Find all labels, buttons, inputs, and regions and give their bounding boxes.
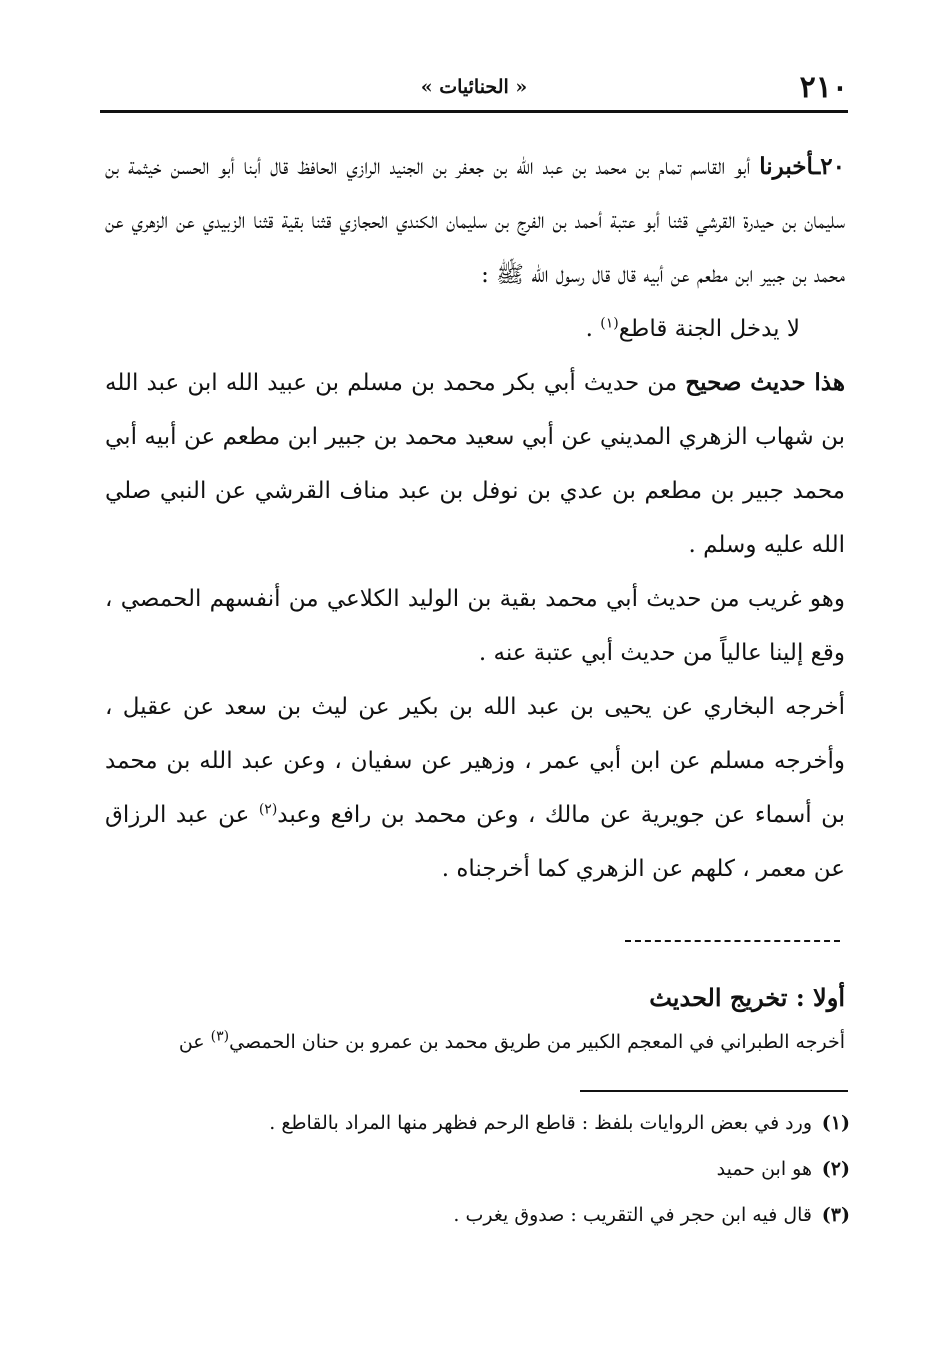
hadith-isnad: أبو القاسم تمام بن محمد بن عبد الله بن جعفر بن الجنيد الرازي الحافظ قال أبنا أبو الحسن خيثمة بن سليمان بن حيدرة القرشي قثنا أبو عتبة أحمد بن الفرج بن سليمان الكندي الحجازي قثنا بقية قثنا الزبيدي عن الزهري عن محمد بن جبير ابن مطعم عن أبيه قال قال رسول الله ﷺ : — [105, 154, 845, 288]
hadith-matn — [105, 302, 845, 356]
section-divider — [625, 940, 840, 942]
matn-end: . — [585, 316, 601, 342]
takhrij-text-b: عن — [178, 1031, 211, 1053]
commentary-paragraph-3 — [105, 680, 845, 896]
footnote-number: (٣) — [821, 1204, 850, 1226]
footnote-rule — [580, 1090, 848, 1092]
takhrij-heading: أولا : تخريج الحديث — [649, 983, 845, 1012]
footnote-text: قال فيه ابن حجر في التقريب : صدوق يغرب . — [453, 1204, 812, 1226]
commentary-text-1: من حديث أبي بكر محمد بن مسلم بن عبيد الله ابن عبد الله بن شهاب الزهري المديني عن أبي سعيد محمد بن جبير ابن مطعم عن أبيه أبي محمد جبير بن مطعم بن عدي بن نوفل بن عبد مناف القرشي عن النبي صلي الله عليه وسلم . — [105, 370, 845, 558]
footnote-number: (٢) — [821, 1158, 850, 1180]
page-header — [100, 70, 848, 110]
takhrij-text — [105, 1018, 845, 1066]
commentary-paragraph-1 — [105, 356, 845, 572]
hadith-number: ٢٠ـ — [813, 153, 845, 180]
commentary-text-2: وهو غريب من حديث أبي محمد بقية بن الوليد الكلاعي من أنفسهم الحمصي ، وقع إلينا عالياً من حديث أبي عتبة عنه . — [105, 586, 845, 666]
commentary-paragraph-2 — [105, 572, 845, 680]
hadith-lead-word: أخبرنا — [759, 153, 814, 180]
page-number: ٢١٠ — [799, 70, 848, 105]
running-title: « الحنائيات » — [420, 76, 528, 98]
footnote-ref-3: (٣) — [210, 1028, 230, 1045]
footnote-number: (١) — [821, 1112, 850, 1134]
takhrij-text-a: أخرجه الطبراني في المعجم الكبير من طريق محمد بن عمرو بن حنان الحمصي — [229, 1031, 845, 1053]
footnote-3 — [160, 1204, 850, 1250]
hadith-paragraph — [105, 140, 845, 302]
footnote-text: هو ابن حميد — [716, 1158, 812, 1180]
footnote-ref-1: (١) — [600, 315, 619, 332]
header-rule — [100, 110, 848, 113]
footnotes — [160, 1112, 850, 1250]
takhrij-section — [105, 978, 845, 1066]
commentary-text-3b: عن عبد الرزاق عن معمر ، كلهم عن الزهري كما أخرجناه . — [105, 802, 845, 882]
commentary-lead: هذا حديث صحيح — [685, 369, 845, 396]
footnote-ref-2: (٢) — [258, 801, 278, 818]
footnote-1 — [160, 1112, 850, 1158]
commentary-text-3a: أخرجه البخاري عن يحيى بن عبد الله بن بكير عن ليث بن سعد عن عقيل ، وأخرجه مسلم عن ابن أبي عمر ، وزهير عن سفيان ، وعن عبد الله بن محمد بن أسماء عن جويرية عن مالك ، وعن محمد بن رافع وعبد — [105, 694, 845, 828]
main-text — [105, 140, 845, 896]
footnote-2 — [160, 1158, 850, 1204]
footnote-text: ورد في بعض الروايات بلفظ : قاطع الرحم فظهر منها المراد بالقاطع . — [269, 1112, 812, 1134]
matn-text: لا يدخل الجنة قاطع — [618, 316, 800, 342]
